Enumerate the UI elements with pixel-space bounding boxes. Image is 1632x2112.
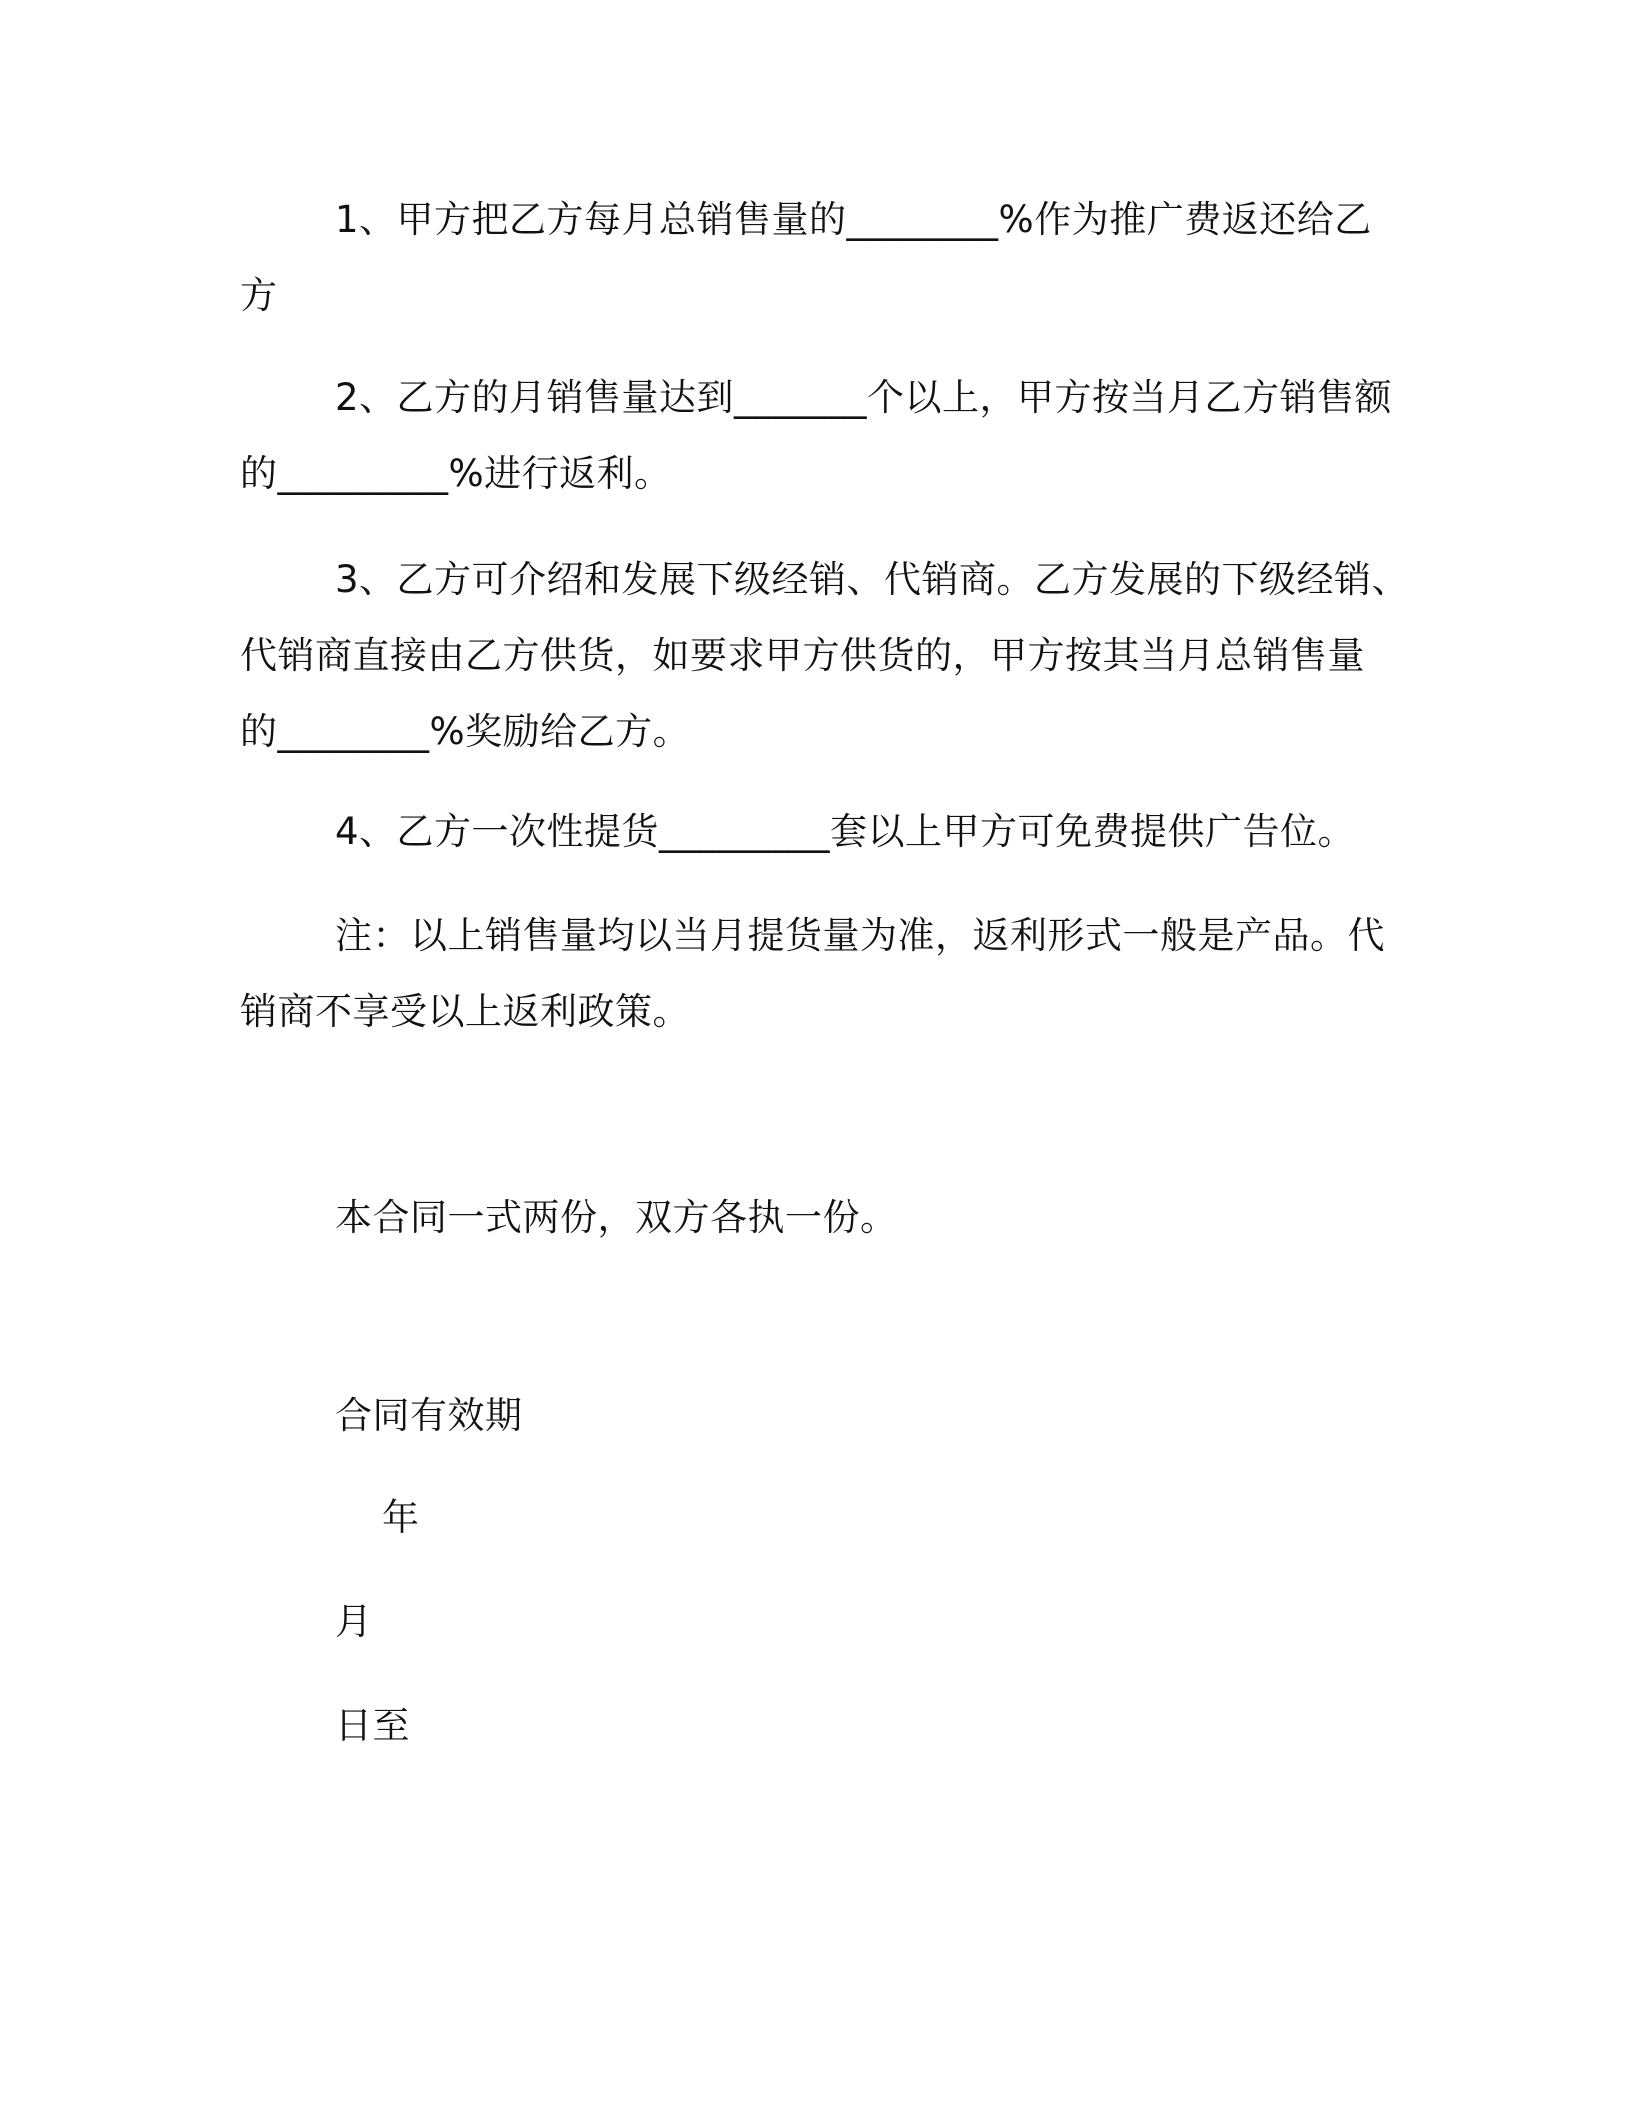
clause-4-line-1: 4、乙方一次性提货_________套以上甲方可免费提供广告位。 xyxy=(335,810,1356,853)
clause-3-line-1: 3、乙方可介绍和发展下级经销、代销商。乙方发展的下级经销、 xyxy=(335,558,1410,601)
note-line-1: 注：以上销售量均以当月提货量为准，返利形式一般是产品。代 xyxy=(335,914,1385,957)
copies-statement: 本合同一式两份，双方各执一份。 xyxy=(335,1196,898,1239)
note-line-2: 销商不享受以上返利政策。 xyxy=(240,990,690,1033)
validity-month: 月 xyxy=(335,1600,373,1643)
validity-year: 年 xyxy=(382,1496,420,1539)
clause-3-line-3: 的________%奖励给乙方。 xyxy=(240,710,691,753)
validity-day-to: 日至 xyxy=(335,1704,410,1747)
clause-2-line-1: 2、乙方的月销售量达到_______个以上，甲方按当月乙方销售额 xyxy=(335,376,1393,419)
clause-1-line-2: 方 xyxy=(240,274,278,317)
clause-1-line-1: 1、甲方把乙方每月总销售量的________%作为推广费返还给乙 xyxy=(335,198,1372,241)
validity-label: 合同有效期 xyxy=(335,1394,523,1437)
clause-3-line-2: 代销商直接由乙方供货，如要求甲方供货的，甲方按其当月总销售量 xyxy=(240,634,1365,677)
clause-2-line-2: 的_________%进行返利。 xyxy=(240,452,672,495)
